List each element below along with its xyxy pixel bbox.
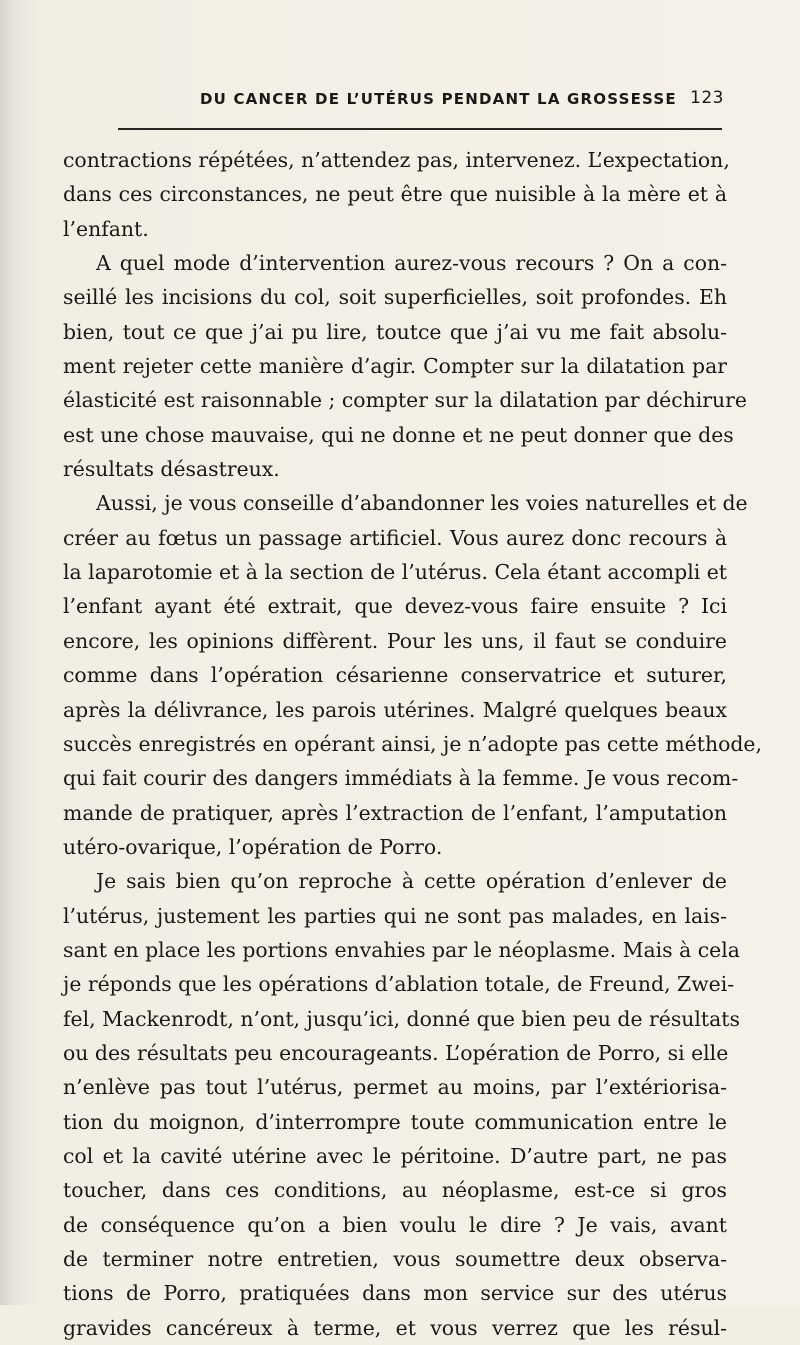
text-line: n’enlève pas tout l’utérus, permet au moins, par l’extériorisa- [63, 1075, 727, 1100]
text-line: seillé les incisions du col, soit superficielles, soit profondes. Eh [63, 285, 727, 310]
text-line: ment rejeter cette manière d’agir. Compter sur la dilatation par [63, 354, 727, 379]
text-line: résultats désastreux. [63, 457, 280, 482]
text-line: est une chose mauvaise, qui ne donne et ne peut donner que des [63, 422, 734, 447]
text-line: qui fait courir des dangers immédiats à la femme. Je vous recom- [63, 766, 739, 791]
text-line: sant en place les portions envahies par le néoplasme. Mais à cela [63, 937, 740, 962]
text-line: je réponds que les opérations d’ablation totale, de Freund, Zwei- [63, 972, 735, 997]
text-line: col et la cavité utérine avec le péritoine. D’autre part, ne pas [63, 1143, 727, 1168]
text-line: créer au fœtus un passage artificiel. Vous aurez donc recours à [63, 525, 727, 550]
text-line: élasticité est raisonnable ; compter sur la dilatation par déchirure [63, 388, 747, 413]
text-line: gravides cancéreux à terme, et vous verrez que les résul- [63, 1315, 727, 1340]
text-line: A quel mode d’intervention aurez-vous recours ? On a con- [96, 251, 727, 276]
header-rule [118, 128, 722, 130]
text-line: ou des résultats peu encourageants. L’opération de Porro, si elle [63, 1040, 729, 1065]
text-line: utéro-ovarique, l’opération de Porro. [63, 834, 443, 859]
page-number: 123 [690, 88, 724, 108]
text-line: la laparotomie et à la section de l’utérus. Cela étant accompli et [63, 560, 727, 585]
text-line: l’enfant ayant été extrait, que devez-vous faire ensuite ? Ici [63, 594, 727, 619]
text-line: mande de pratiquer, après l’extraction de l’enfant, l’amputation [63, 800, 727, 825]
running-title: DU CANCER DE L’UTÉRUS PENDANT LA GROSSESSE [200, 90, 677, 108]
page-header [200, 84, 724, 116]
text-line: fel, Mackenrodt, n’ont, jusqu’ici, donné que bien peu de résultats [63, 1006, 740, 1031]
text-line: Aussi, je vous conseille d’abandonner les voies naturelles et de [96, 491, 748, 516]
text-line: bien, tout ce que j’ai pu lire, toutce que j’ai vu me fait absolu- [63, 319, 727, 344]
text-line: succès enregistrés en opérant ainsi, je n’adopte pas cette méthode, [63, 731, 762, 756]
text-line: tion du moignon, d’interrompre toute communication entre le [63, 1109, 727, 1134]
text-line: encore, les opinions diffèrent. Pour les uns, il faut se conduire [63, 628, 727, 653]
text-line: contractions répétées, n’attendez pas, intervenez. L’expectation, [63, 148, 730, 172]
text-line: dans ces circonstances, ne peut être que nuisible à la mère et à [63, 182, 727, 207]
text-line: de terminer notre entretien, vous soumettre deux observa- [63, 1247, 727, 1271]
text-line: de conséquence qu’on a bien voulu le dire ? Je vais, avant [63, 1212, 727, 1237]
text-line: Je sais bien qu’on reproche à cette opération d’enlever de [96, 869, 727, 894]
text-line: après la délivrance, les parois utérines. Malgré quelques beaux [63, 697, 727, 722]
text-line: comme dans l’opération césarienne conservatrice et suturer, [63, 663, 727, 688]
text-line: toucher, dans ces conditions, au néoplasme, est-ce si gros [63, 1178, 727, 1203]
body-text [63, 143, 762, 1345]
text-line: l’utérus, justement les parties qui ne sont pas malades, en lais- [63, 903, 727, 928]
text-line: l’enfant. [63, 216, 149, 241]
text-line: tions de Porro, pratiquées dans mon service sur des utérus [63, 1281, 727, 1306]
